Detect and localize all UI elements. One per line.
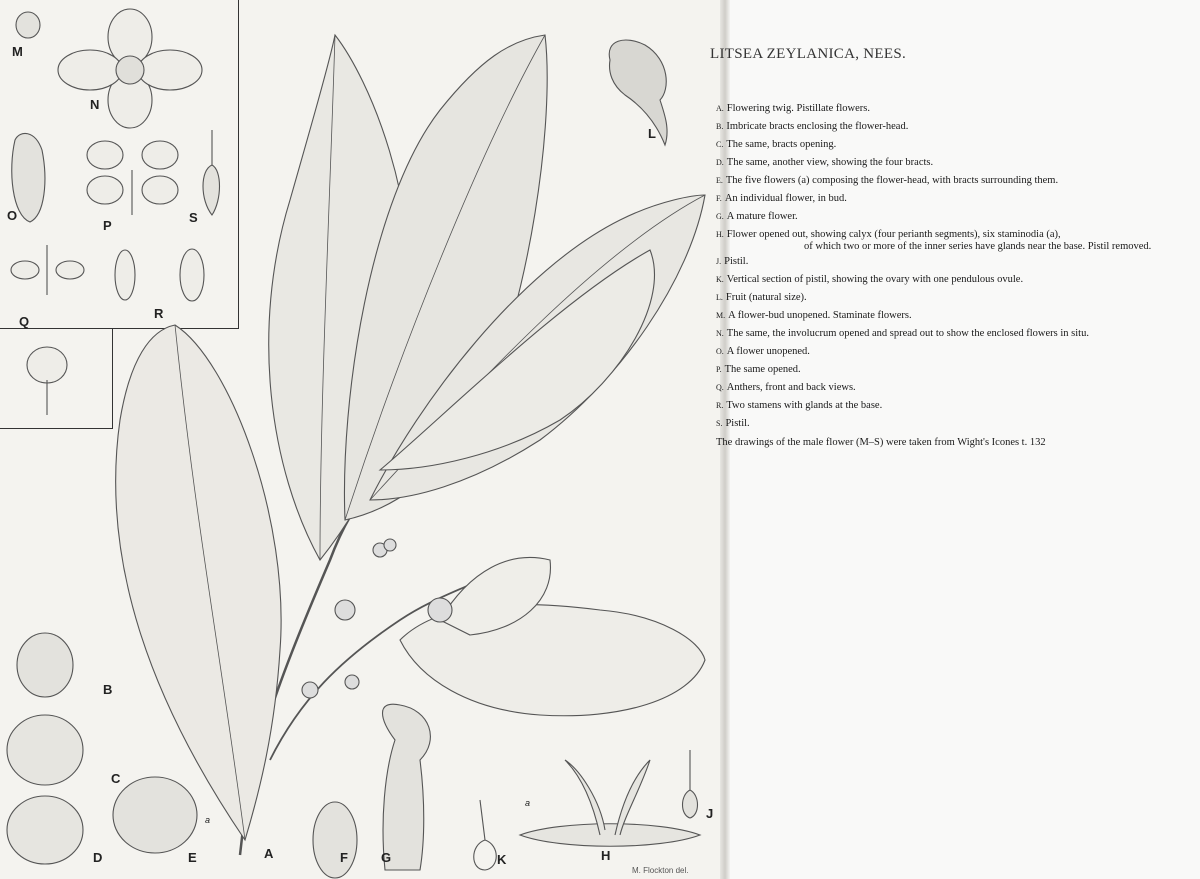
flower-G (383, 704, 431, 870)
label-G: G (381, 850, 392, 865)
leaf-lower-left (116, 325, 281, 840)
legend-entry: Q. Anthers, front and back views. (716, 382, 856, 393)
label-O: O (7, 208, 18, 223)
bud-M (16, 12, 40, 38)
label-H: H (601, 848, 611, 863)
legend-entry: O. A flower unopened. (716, 346, 810, 357)
label-L: L (648, 126, 656, 141)
label-N: N (90, 97, 100, 112)
figure-legend (716, 100, 1186, 448)
stamens-R (115, 249, 204, 301)
legend-entry: G. A mature flower. (716, 211, 798, 222)
legend-entry: B. Imbricate bracts enclosing the flower-head. (716, 121, 909, 132)
legend-entry: R. Two stamens with glands at the base. (716, 400, 883, 411)
bracts-C (7, 715, 83, 785)
pistil-J (683, 750, 698, 818)
label-R: R (154, 306, 164, 321)
label-C: C (111, 771, 121, 786)
label-D: D (93, 850, 103, 865)
flower-P (87, 141, 178, 215)
label-P: P (103, 218, 112, 233)
pistil-section-K (474, 800, 497, 870)
artist-credit: M. Flockton del. (632, 866, 689, 875)
legend-entry: F. An individual flower, in bud. (716, 193, 847, 204)
legend-entry: L. Fruit (natural size). (716, 292, 807, 303)
flower-opened-H (520, 760, 700, 846)
label-S: S (189, 210, 198, 225)
flower-N (58, 9, 202, 128)
bracts-D (7, 796, 83, 864)
legend-entry: A. Flowering twig. Pistillate flowers. (716, 103, 870, 114)
label-F: F (340, 850, 348, 865)
bud-F (313, 802, 357, 878)
plate-title: LITSEA ZEYLANICA, NEES. (710, 46, 907, 62)
source-note: The drawings of the male flower (M–S) were taken from Wight's Icones t. 132 (716, 437, 1046, 448)
label-J: J (706, 806, 714, 821)
legend-entry: N. The same, the involucrum opened and spread out to show the enclosed flowers in situ. (716, 328, 1089, 339)
legend-entry: E. The five flowers (a) composing the flower-head, with bracts surrounding them. (716, 175, 1059, 186)
legend-entry: P. The same opened. (716, 364, 801, 375)
anthers-Q (11, 245, 84, 415)
label-Q: Q (19, 314, 30, 329)
label-M: M (12, 44, 23, 59)
flowers-E (113, 777, 197, 853)
legend-entry: K. Vertical section of pistil, showing the ovary with one pendulous ovule. (716, 274, 1024, 285)
bracts-B (17, 633, 73, 697)
pistil-S (203, 130, 220, 215)
legend-entry: C. The same, bracts opening. (716, 139, 837, 150)
legend-entry: J. Pistil. (716, 256, 749, 267)
label-a-E: a (205, 815, 211, 825)
label-E: E (188, 850, 197, 865)
label-a-H: a (525, 798, 531, 808)
label-K: K (497, 852, 507, 867)
legend-entry: H. Flower opened out, showing calyx (four perianth segments), six staminodia (a), of which two or more of the inner series have glands near the base. Pistil removed. (716, 229, 1152, 252)
label-A: A (264, 846, 274, 861)
label-B: B (103, 682, 113, 697)
legend-entry: S. Pistil. (716, 418, 750, 429)
legend-entry: D. The same, another view, showing the four bracts. (716, 157, 934, 168)
fruit-L (609, 40, 667, 145)
legend-entry: M. A flower-bud unopened. Staminate flowers. (716, 310, 912, 321)
